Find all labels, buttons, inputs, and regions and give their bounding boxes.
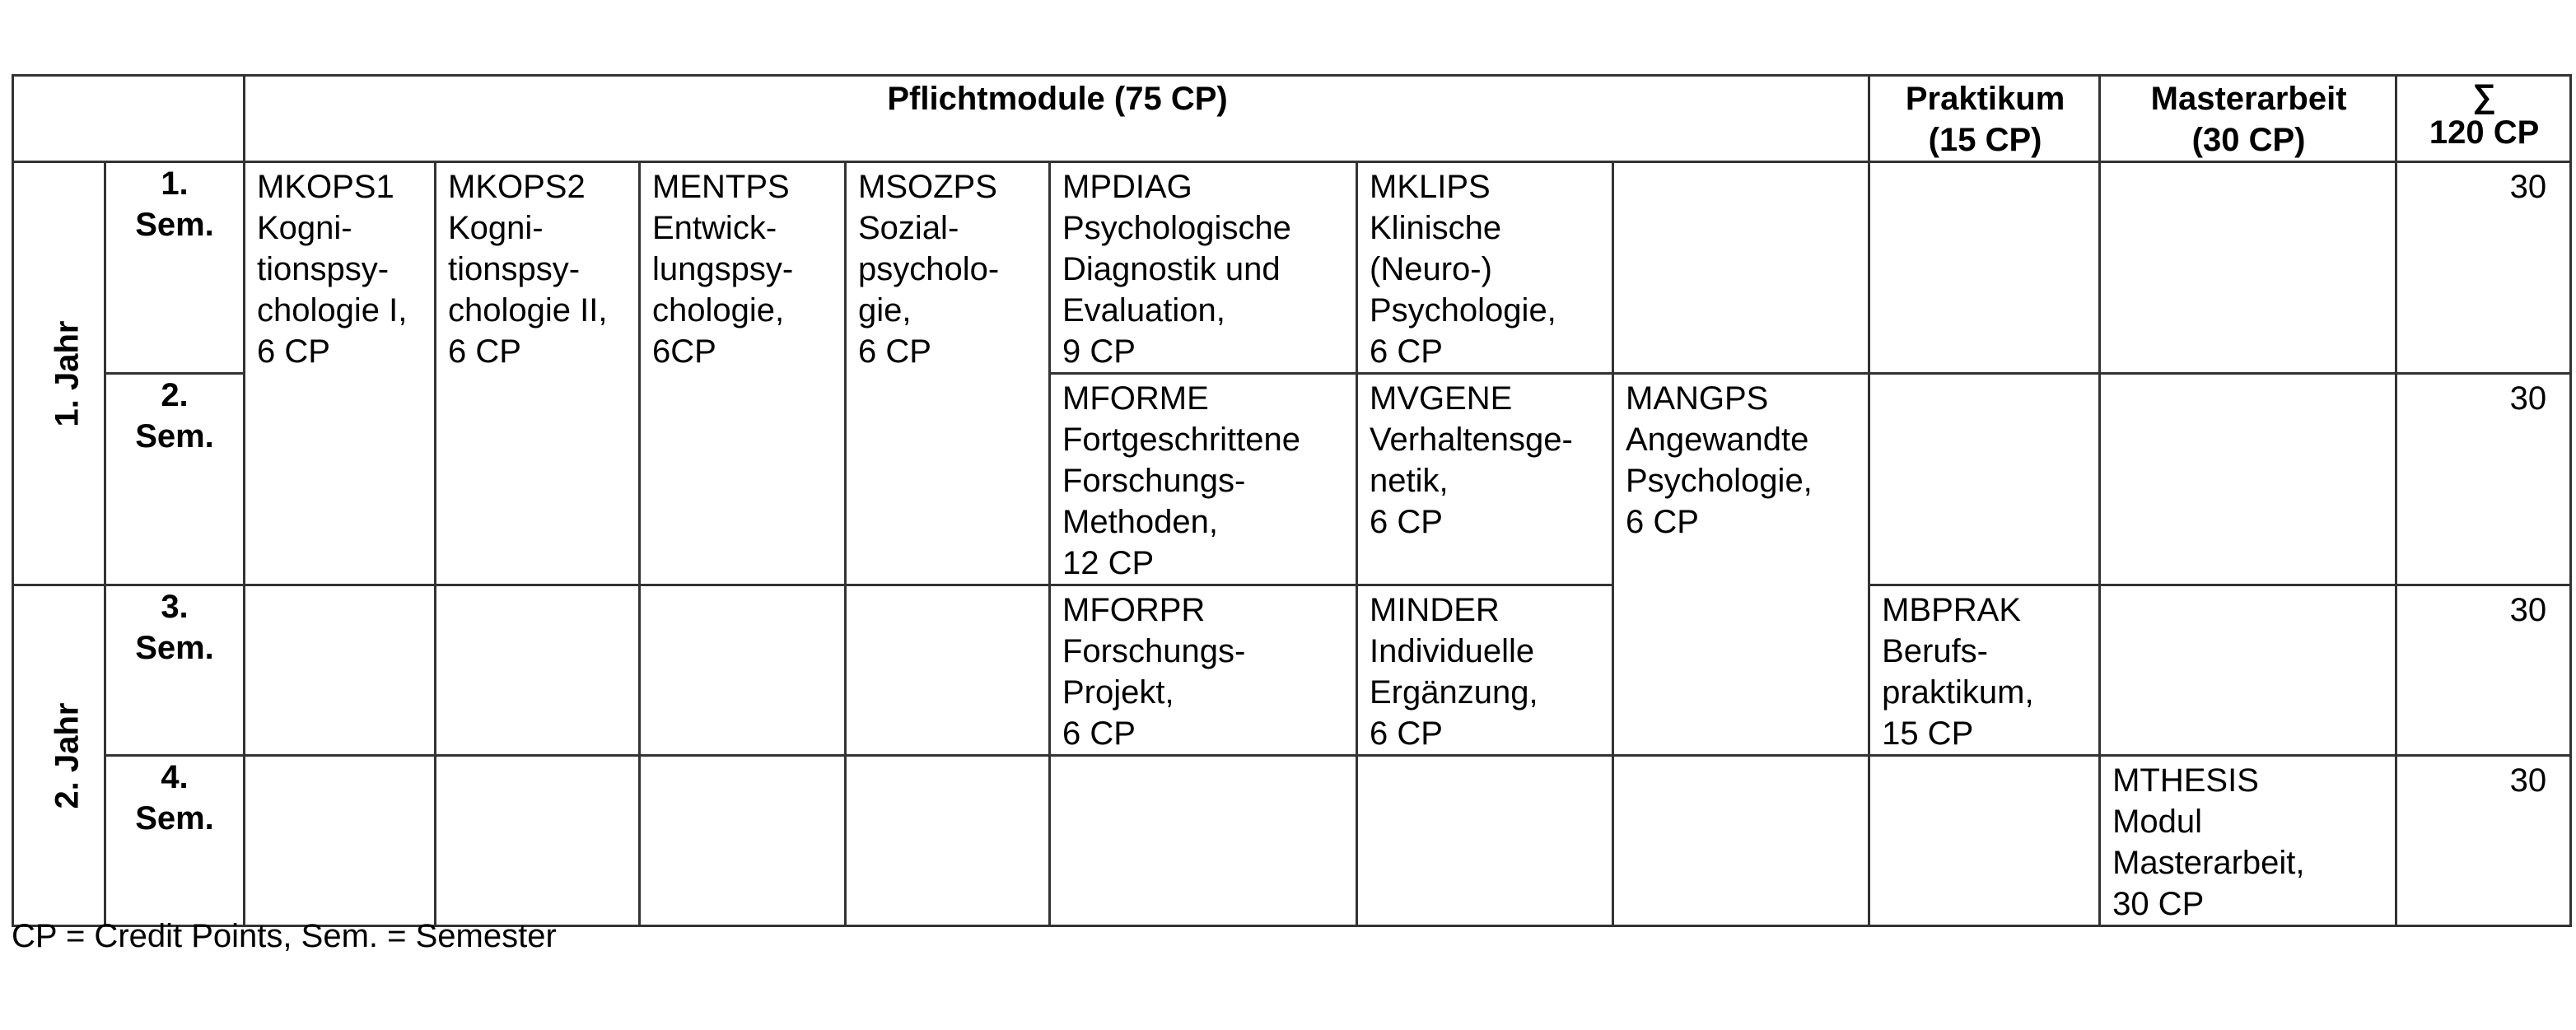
semester-sum-4: 30 (2396, 756, 2571, 926)
empty-cell (436, 756, 640, 926)
module-mforpr: MFORPR Forschungs- Projekt, 6 CP (1050, 585, 1357, 756)
empty-cell (640, 585, 846, 756)
semester-label-1: 1. Sem. (105, 162, 245, 374)
sum-symbol: ∑ (2472, 78, 2496, 114)
table-row (13, 585, 2571, 756)
module-msozps: MSOZPS Sozial- psycholo- gie, 6 CP (846, 162, 1050, 585)
module-mforme: MFORME Fortgeschrittene Forschungs- Methoden, 12 CP (1050, 374, 1357, 585)
module-mkops1: MKOPS1 Kogni- tionspsy- chologie I, 6 CP (245, 162, 436, 585)
header-pflichtmodule: Pflichtmodule (75 CP) (245, 76, 1869, 162)
semester-sum-2: 30 (2396, 374, 2571, 585)
empty-cell (846, 585, 1050, 756)
empty-cell (245, 756, 436, 926)
empty-cell (436, 585, 640, 756)
empty-cell (1869, 756, 2100, 926)
empty-cell (1050, 756, 1357, 926)
empty-cell (2100, 374, 2396, 585)
header-empty-cell (13, 76, 245, 162)
empty-cell (846, 756, 1050, 926)
header-sum (2396, 76, 2571, 162)
semester-sum-3: 30 (2396, 585, 2571, 756)
empty-cell (1869, 162, 2100, 374)
empty-cell (2100, 162, 2396, 374)
footnote: CP = Credit Points, Sem. = Semester (12, 918, 557, 954)
module-mpdiag: MPDIAG Psychologische Diagnostik und Evaluation, 9 CP (1050, 162, 1357, 374)
module-mangps: MANGPS Angewandte Psychologie, 6 CP (1613, 374, 1869, 756)
semester-label-3: 3. Sem. (105, 585, 245, 756)
empty-cell (1357, 756, 1613, 926)
semester-label-4: 4. Sem. (105, 756, 245, 926)
empty-cell (2100, 585, 2396, 756)
semester-sum-1: 30 (2396, 162, 2571, 374)
module-mkops2: MKOPS2 Kogni- tionspsy- chologie II, 6 CP (436, 162, 640, 585)
table-row (13, 756, 2571, 926)
header-praktikum: Praktikum (15 CP) (1869, 76, 2100, 162)
empty-cell (1613, 756, 1869, 926)
year-label-2: 2. Jahr (13, 585, 105, 926)
empty-cell (1869, 374, 2100, 585)
year-label-1: 1. Jahr (13, 162, 105, 585)
module-mbprak: MBPRAK Berufs- praktikum, 15 CP (1869, 585, 2100, 756)
empty-cell (1613, 162, 1869, 374)
module-mentps: MENTPS Entwick- lungspsy- chologie, 6CP (640, 162, 846, 585)
table-row (13, 162, 2571, 374)
module-mthesis: MTHESIS Modul Masterarbeit, 30 CP (2100, 756, 2396, 926)
empty-cell (245, 585, 436, 756)
header-row (13, 76, 2571, 162)
empty-cell (640, 756, 846, 926)
module-mklips: MKLIPS Klinische (Neuro-) Psychologie, 6 CP (1357, 162, 1613, 374)
semester-label-2: 2. Sem. (105, 374, 245, 585)
header-masterarbeit: Masterarbeit (30 CP) (2100, 76, 2396, 162)
sum-total: 120 CP (2429, 114, 2540, 151)
study-plan (12, 74, 2569, 927)
study-plan-table (12, 74, 2572, 927)
module-mvgene: MVGENE Verhaltensge- netik, 6 CP (1357, 374, 1613, 585)
module-minder: MINDER Individuelle Ergänzung, 6 CP (1357, 585, 1613, 756)
